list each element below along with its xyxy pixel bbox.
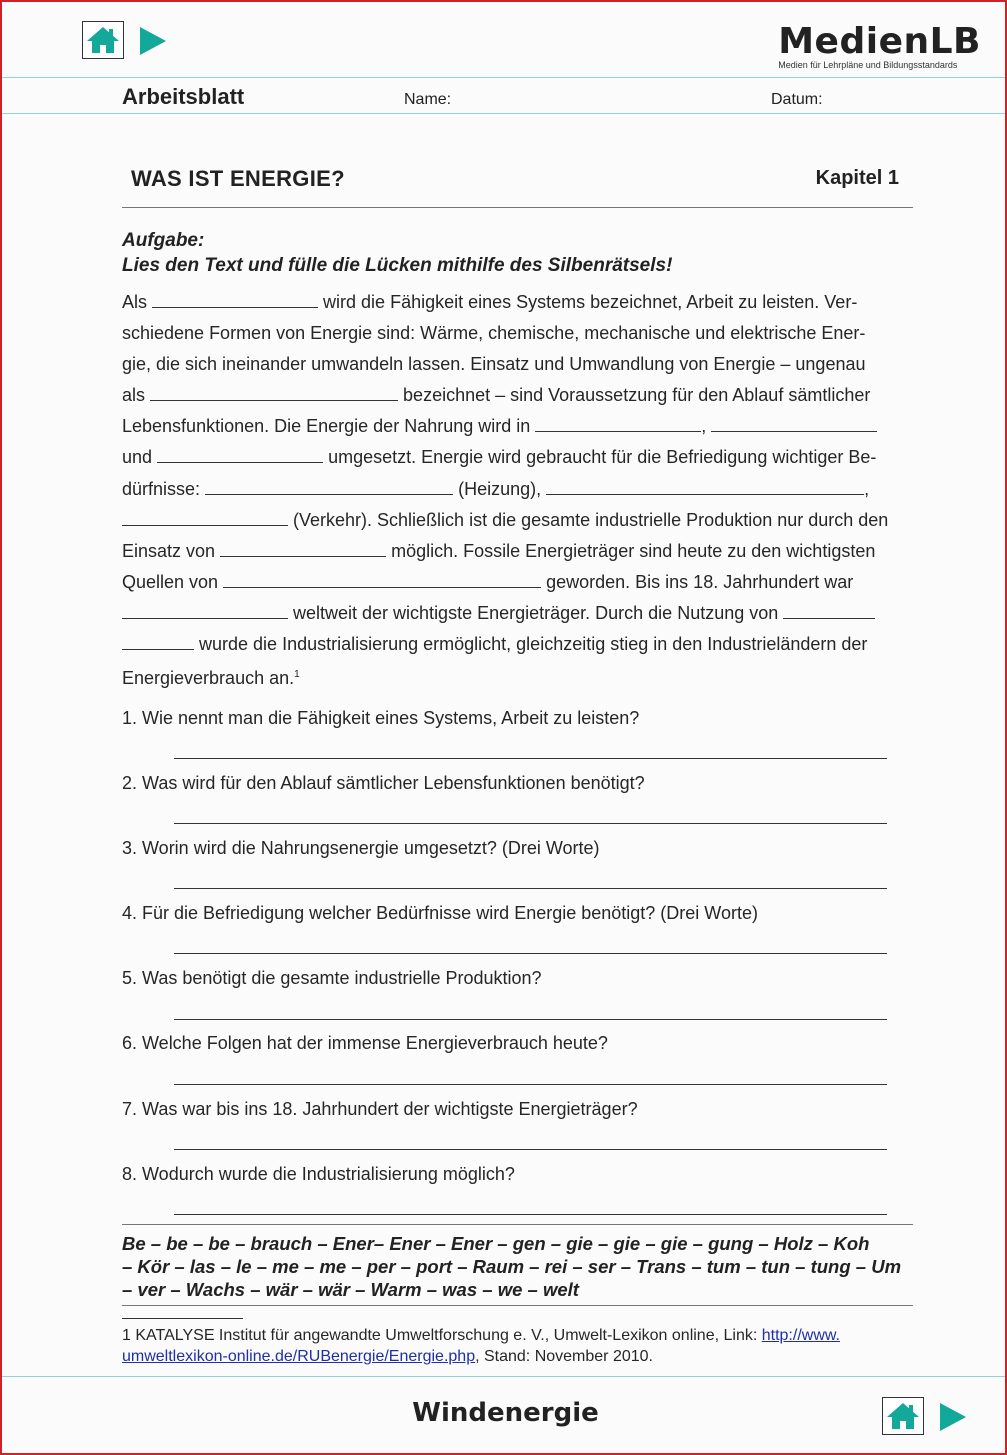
syllable-line: – ver – Wachs – wär – wär – Warm – was – we – welt xyxy=(122,1279,579,1300)
blank-field[interactable] xyxy=(122,508,288,526)
task-label: Aufgabe: xyxy=(122,230,205,251)
question-7: 7. Was war bis ins 18. Jahrhundert der wichtigste Energieträger? xyxy=(122,1099,638,1119)
footer-home-button[interactable] xyxy=(882,1397,924,1435)
logo-title: MedienLB xyxy=(778,21,981,62)
question-2: 2. Was wird für den Ablauf sämtlicher Lebensfunktionen benötigt? xyxy=(122,773,645,793)
blank-field[interactable] xyxy=(546,477,864,495)
cloze-line: (Verkehr). Schließlich ist die gesamte industrielle Produktion nur durch den xyxy=(122,508,888,532)
blank-field[interactable] xyxy=(152,290,318,308)
answer-line-6[interactable] xyxy=(174,1084,887,1085)
page-title: WAS IST ENERGIE? xyxy=(131,166,345,191)
home-button[interactable] xyxy=(82,21,124,59)
header-divider-top xyxy=(2,77,1005,78)
cloze-line: wurde die Industrialisierung ermöglicht, gleichzeitig stieg in den Industrieländern der xyxy=(122,632,867,656)
cloze-line: Lebensfunktionen. Die Energie der Nahrung wird in , xyxy=(122,414,877,438)
cloze-line: schiedene Formen von Energie sind: Wärme, chemische, mechanische und elektrische Ener- xyxy=(122,323,866,343)
cloze-line: Als wird die Fähigkeit eines Systems bezeichnet, Arbeit zu leisten. Ver- xyxy=(122,292,858,312)
cloze-line: dürfnisse: (Heizung), , xyxy=(122,479,870,499)
task-instruction: Lies den Text und fülle die Lücken mithilfe des Silbenrätsels! xyxy=(122,255,673,276)
blank-field[interactable] xyxy=(223,570,541,588)
syllables-divider-top xyxy=(122,1224,913,1225)
date-label: Datum: xyxy=(771,91,823,108)
home-icon xyxy=(885,1401,921,1431)
footnote-rule xyxy=(122,1318,243,1319)
footnote: 1 KATALYSE Institut für angewandte Umweltforschung e. V., Umwelt-Lexikon online, Link: http://www. xyxy=(122,1327,840,1344)
footer-title: Windenergie xyxy=(412,1398,599,1428)
source-link[interactable]: http://www. xyxy=(761,1327,840,1344)
answer-line-2[interactable] xyxy=(174,823,887,824)
cloze-line: und umgesetzt. Energie wird gebraucht für die Befriedigung wichtiger Be- xyxy=(122,447,877,467)
cloze-line: als bezeichnet – sind Voraussetzung für den Ablauf sämtlicher xyxy=(122,385,871,405)
syllable-line: – Kör – las – le – me – me – per – port – Raum – rei – ser – Trans – tum – tun – tung – Um xyxy=(122,1256,902,1277)
answer-line-1[interactable] xyxy=(174,758,887,759)
blank-field[interactable] xyxy=(783,601,875,619)
answer-line-3[interactable] xyxy=(174,888,887,889)
play-arrow-icon xyxy=(139,26,167,56)
question-8: 8. Wodurch wurde die Industrialisierung möglich? xyxy=(122,1164,515,1184)
syllables-divider-bottom xyxy=(122,1305,913,1306)
blank-field[interactable] xyxy=(205,477,453,495)
question-3: 3. Worin wird die Nahrungsenergie umgesetzt? (Drei Worte) xyxy=(122,838,600,858)
header-divider-bottom xyxy=(2,113,1005,114)
footer-next-button[interactable] xyxy=(939,1402,967,1437)
source-link-continued[interactable]: umweltlexikon-online.de/RUBenergie/Energie.php xyxy=(122,1348,476,1365)
cloze-line: Quellen von geworden. Bis ins 18. Jahrhundert war xyxy=(122,572,854,592)
answer-line-7[interactable] xyxy=(174,1149,887,1150)
medienlb-logo xyxy=(778,21,981,70)
answer-line-4[interactable] xyxy=(174,953,887,954)
cloze-line: gie, die sich ineinander umwandeln lassen. Einsatz und Umwandlung von Energie – ungenau xyxy=(122,354,866,374)
blank-field[interactable] xyxy=(122,601,288,619)
chapter-label: Kapitel 1 xyxy=(815,167,899,189)
blank-field[interactable] xyxy=(150,383,398,401)
blank-field[interactable] xyxy=(220,539,386,557)
title-divider xyxy=(122,207,913,208)
cloze-line: Energieverbrauch an.$^1$ xyxy=(122,668,300,688)
question-6: 6. Welche Folgen hat der immense Energieverbrauch heute? xyxy=(122,1033,608,1053)
logo-subtitle: Medien für Lehrpläne und Bildungsstandards xyxy=(778,60,958,70)
question-1: 1. Wie nennt man die Fähigkeit eines Systems, Arbeit zu leisten? xyxy=(122,708,640,728)
question-4: 4. Für die Befriedigung welcher Bedürfnisse wird Energie benötigt? (Drei Worte) xyxy=(122,903,758,923)
blank-field[interactable] xyxy=(157,445,323,463)
footnote-marker: 1 xyxy=(294,669,300,680)
blank-field[interactable] xyxy=(122,632,194,650)
blank-field[interactable] xyxy=(711,414,877,432)
blank-field[interactable] xyxy=(535,414,701,432)
cloze-line: Einsatz von möglich. Fossile Energieträger sind heute zu den wichtigsten xyxy=(122,541,876,561)
cloze-line: weltweit der wichtigste Energieträger. Durch die Nutzung von xyxy=(122,601,875,625)
worksheet-label: Arbeitsblatt xyxy=(122,84,245,109)
footer-divider xyxy=(2,1376,1005,1377)
footnote-continued: umweltlexikon-online.de/RUBenergie/Energie.php, Stand: November 2010. xyxy=(122,1348,653,1365)
answer-line-8[interactable] xyxy=(174,1214,887,1215)
answer-line-5[interactable] xyxy=(174,1019,887,1020)
home-icon xyxy=(85,25,121,55)
play-arrow-icon xyxy=(939,1402,967,1432)
syllable-line: Be – be – be – brauch – Ener– Ener – Ener – gen – gie – gie – gie – gung – Holz – Koh xyxy=(122,1233,870,1254)
syllable-puzzle xyxy=(122,1232,922,1301)
name-label: Name: xyxy=(404,91,452,108)
question-5: 5. Was benötigt die gesamte industrielle Produktion? xyxy=(122,968,542,988)
next-page-button[interactable] xyxy=(139,26,167,61)
